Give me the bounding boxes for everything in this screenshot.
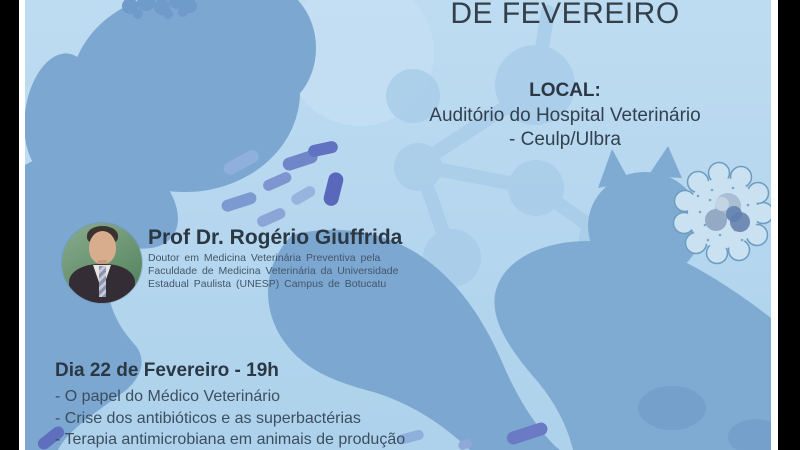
date-header: DE FEVEREIRO xyxy=(450,0,680,30)
poster-canvas xyxy=(25,0,771,450)
agenda-topics xyxy=(55,386,405,450)
virus-icon xyxy=(674,163,772,264)
speaker-credentials xyxy=(148,252,398,290)
letterbox-right xyxy=(778,0,800,450)
speaker-name: Prof Dr. Rogério Giuffrida xyxy=(148,226,403,249)
speaker-credentials-line3: Estadual Paulista (UNESP) Campus de Botucatu xyxy=(148,277,387,290)
speaker-photo xyxy=(62,223,142,303)
letterbox-left xyxy=(0,0,19,450)
location-block xyxy=(325,79,771,153)
speaker-credentials-line2: Faculdade de Medicina Veterinária da Universidade xyxy=(148,264,399,277)
agenda-item: - O papel do Médico Veterinário xyxy=(55,388,281,405)
location-venue: Auditório do Hospital Veterinário xyxy=(429,104,701,126)
agenda-block xyxy=(55,360,405,450)
agenda-heading: Dia 22 de Fevereiro - 19h xyxy=(55,360,279,381)
agenda-item: - Terapia antimicrobiana em animais de produção xyxy=(55,431,406,448)
speaker-credentials-line1: Doutor em Medicina Veterinária Preventiva pela xyxy=(148,252,381,264)
location-institution: - Ceulp/Ulbra xyxy=(509,129,621,150)
event-poster xyxy=(19,0,778,450)
location-label: LOCAL: xyxy=(529,80,601,101)
photo-tie xyxy=(99,266,106,297)
agenda-item: - Crise dos antibióticos e as superbactérias xyxy=(55,409,361,427)
